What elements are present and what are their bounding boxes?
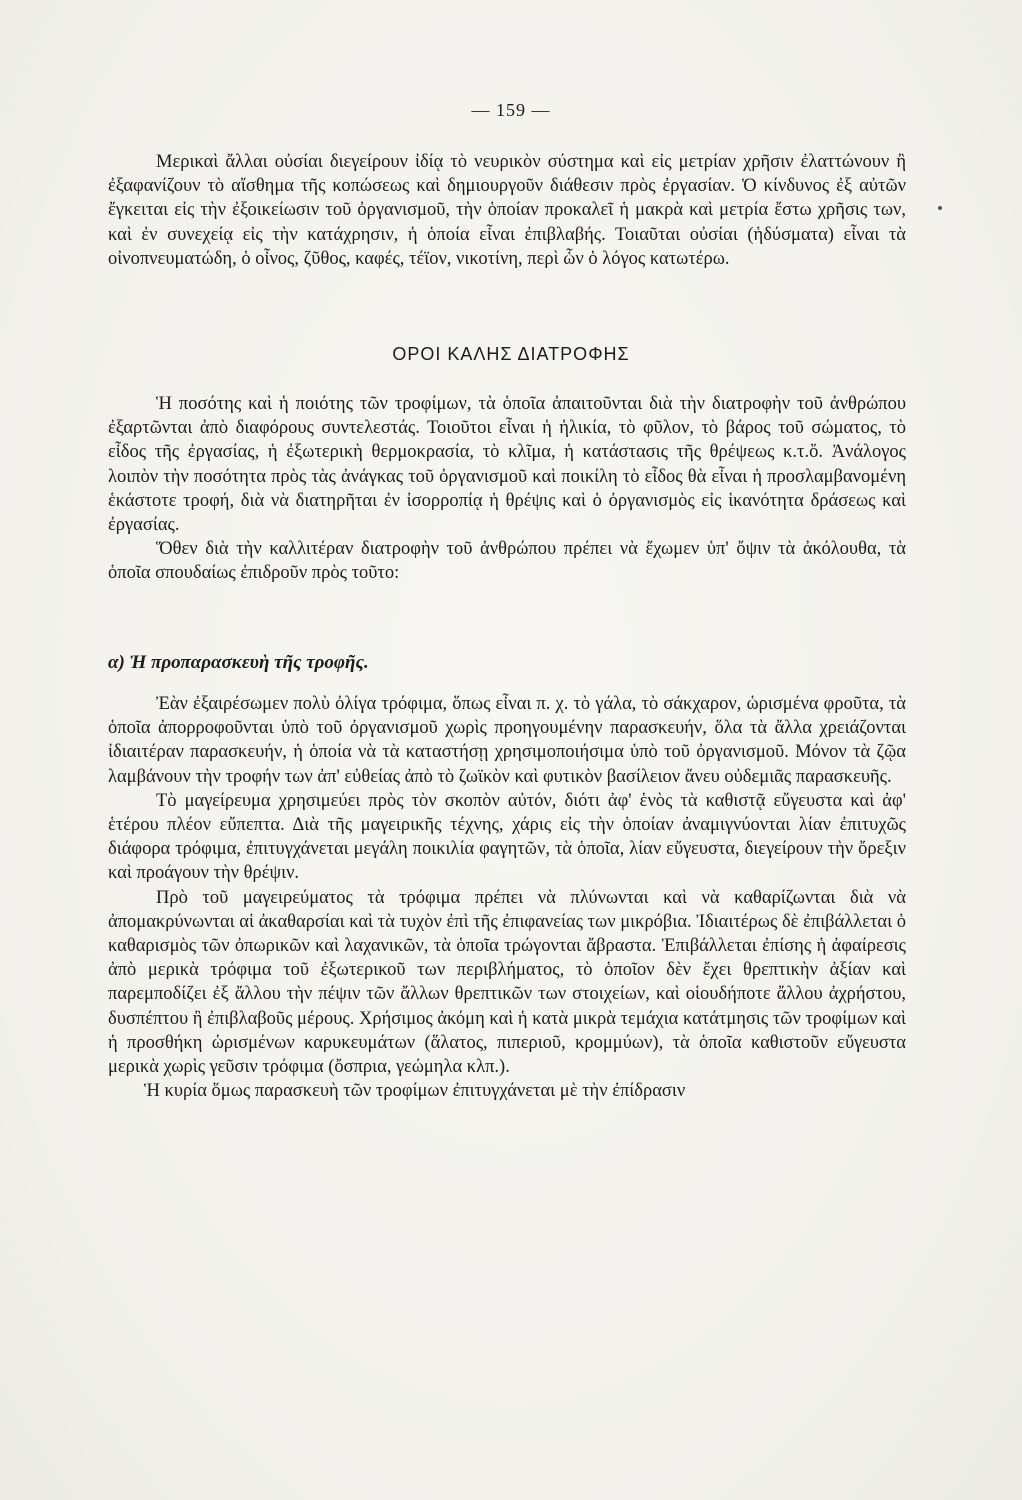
page-number: — 159 — <box>471 100 551 120</box>
scan-speck <box>938 206 942 210</box>
main-text <box>108 392 906 586</box>
section-heading: ΟΡΟΙ ΚΑΛΗΣ ΔΙΑΤΡΟΦΗΣ <box>392 344 630 364</box>
paragraph-preparation: Ἐὰν ἐξαιρέσωμεν πολὺ ὀλίγα τρόφιμα, ὅπως εἶναι π. χ. τὸ γάλα, τὸ σάκχαρον, ὡρισμένα φροῦτα, τὰ ὁποῖα ἀπορροφοῦνται ὑπὸ τοῦ ὀργανισμοῦ χωρὶς προηγουμένην παρασκευήν, ὅλα τὰ ἄλλα χρειάζονται ἰδιαιτέραν παρασκευήν, ἡ ὁποία νὰ τὰ καταστήσῃ χρησιμοποιήσιμα ὑπὸ τοῦ ὀργανισμοῦ. Μόνον τὰ ζῷα λαμβάνουν τὴν τροφήν των ἀπ' εὐθείας ἀπὸ τὸ ζωϊκὸν καὶ φυτικὸν βασίλειον ἄνευ οὐδεμιᾶς παρασκευῆς. <box>108 694 906 787</box>
paragraph-therefore: Ὅθεν διὰ τὴν καλλιτέραν διατροφὴν τοῦ ἀνθρώπου πρέπει νὰ ἔχωμεν ὑπ' ὄψιν τὰ ἀκόλουθα, τὰ ὁποῖα σπουδαίως ἐπιδροῦν πρὸς τοῦτο: <box>108 539 906 584</box>
paragraph-cleaning: Πρὸ τοῦ μαγειρεύματος τὰ τρόφιμα πρέπει νὰ πλύνωνται καὶ νὰ καθαρίζωνται διὰ νὰ ἀπομακρύνωνται αἱ ἀκαθαρσίαι καὶ τὰ τυχὸν ἐπὶ τῆς ἐπιφανείας των μικρόβια. Ἰδιαιτέρως δὲ ἐπιβάλλεται ὁ καθαρισμὸς τῶν ὀπωρικῶν καὶ λαχανικῶν, τὰ ὁποῖα τρώγονται ἄβραστα. Ἐπιβάλλεται ἐπίσης ἡ ἀφαίρεσις ἀπὸ μερικὰ τρόφιμα τοῦ ἐξωτερικοῦ των περιβλήματος, τὸ ὁποῖον δὲν ἔχει θρεπτικὴν ἀξίαν καὶ παρεμποδίζει ἐξ ἄλλου τὴν πέψιν τῶν ἄλλων θρεπτικῶν των στοιχείων, καὶ οἱουδήποτε ἄλλου ἀχρήστου, δυσπέπτου ἢ ἐπιβλαβοῦς μέρους. Χρήσιμος ἀκόμη καὶ ἡ κατὰ μικρὰ τεμάχια κατάτμησις τῶν τροφίμων καὶ ἡ προσθήκη ὡρισμένων καρυκευμάτων (ἅλατος, πιπεριοῦ, κρομμύων), τὰ ὁποῖα καθιστοῦν εὔγευστα μερικὰ χωρὶς γεῦσιν τρόφιμα (ὄσπρια, γεώμηλα κλπ.). <box>108 887 906 1078</box>
paragraph-cooking: Τὸ μαγείρευμα χρησιμεύει πρὸς τὸν σκοπὸν αὐτόν, διότι ἀφ' ἑνὸς τὰ καθιστᾷ εὔγευστα καὶ ἀφ' ἑτέρου πλέον εὔπεπτα. Διὰ τῆς μαγειρικῆς τέχνης, χάρις εἰς τὴν ὁποίαν ἀναμιγνύονται λίαν ἐπιτυχῶς διάφορα τρόφιμα, ἐπιτυγχάνεται μεγάλη ποικιλία φαγητῶν, τὰ ὁποῖα, λίαν εὔγευστα, διεγείρουν τὴν ὄρεξιν καὶ προάγουν τὴν θρέψιν. <box>108 790 906 884</box>
intro-text <box>108 150 906 271</box>
subsection-title: α) Ἡ προπαρασκευὴ τῆς τροφῆς. <box>108 652 369 673</box>
paragraph-main-preparation: Ἡ κυρία ὅμως παρασκευὴ τῶν τροφίμων ἐπιτυγχάνεται μὲ τὴν ἐπίδρασιν <box>144 1081 686 1102</box>
section-text <box>108 692 906 1103</box>
paragraph-quantity-quality: Ἡ ποσότης καὶ ἡ ποιότης τῶν τροφίμων, τὰ ὁποῖα ἀπαιτοῦνται διὰ τὴν διατροφὴν τοῦ ἀνθρώπου ἐξαρτῶνται ἀπὸ διαφόρους συντελεστάς. Τοιοῦτοι εἶναι ἡ ἡλικία, τὸ φῦλον, τὸ βάρος τοῦ σώματος, τὸ εἶδος τῆς ἐργασίας, ἡ ἐξωτερικὴ θερμοκρασία, τὸ κλῖμα, ἡ κατάστασις τῆς θρέψεως κ.τ.ὅ. Ἀνάλογος λοιπὸν τὴν ποσότητα πρὸς τὰς ἀνάγκας τοῦ ὀργανισμοῦ καὶ ποικίλη τὸ εἶδος θὰ εἶναι ἡ προσλαμβανομένη ἑκάστοτε τροφή, διὰ νὰ διατηρῆται ἐν ἰσορροπίᾳ ἡ θρέψις καὶ ὁ ὀργανισμὸς εἰς ἱκανότητα δράσεως καὶ ἐργασίας. <box>108 394 906 536</box>
paragraph-intro: Μερικαὶ ἄλλαι οὐσίαι διεγείρουν ἰδίᾳ τὸ νευρικὸν σύστημα καὶ εἰς μετρίαν χρῆσιν ἐλαττώνουν ἢ ἐξαφανίζουν τὸ αἴσθημα τῆς κοπώσεως καὶ δημιουργοῦν διάθεσιν πρὸς ἐργασίαν. Ὁ κίνδυνος ἐξ αὐτῶν ἔγκειται εἰς τὴν ἐξοικείωσιν τοῦ ὀργανισμοῦ, τὴν ὁποίαν προκαλεῖ ἡ μακρὰ καὶ μετρία ἔστω χρῆσις των, καὶ ἐν συνεχείᾳ εἰς τὴν κατάχρησιν, ἡ ὁποία εἶναι ἐπιβλαβής. Τοιαῦται οὐσίαι (ἡδύσματα) εἶναι τὰ οἰνοπνευματώδη, ὁ οἶνος, ζῦθος, καφές, τέϊον, νικοτίνη, περὶ ὧν ὁ λόγος κατωτέρω. <box>108 152 906 269</box>
